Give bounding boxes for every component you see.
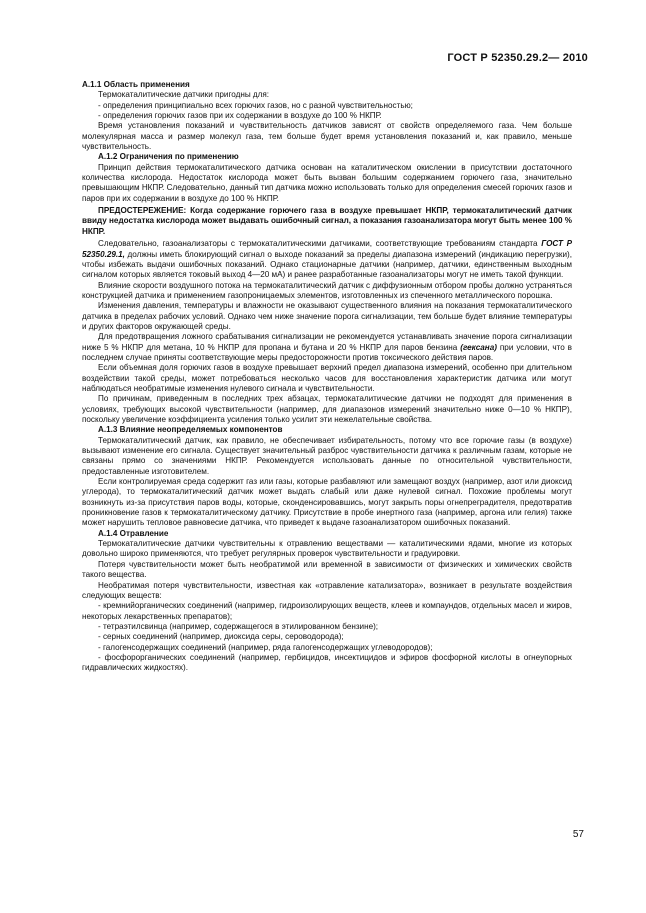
paragraph: Принцип действия термокаталитического датчика основан на каталитическом окислении в присутствии достаточного количества кислорода. Недостаток кислорода может быть вызван большим содержанием горючего газа, значительно превышающим НКПР. Следовательно, данный тип датчика можно использовать только для определения смесей горючих газов и паров при их содержании в воздухе до 100 % НКПР. bbox=[82, 162, 572, 203]
section-heading-a13: А.1.3 Влияние неопределяемых компонентов bbox=[98, 425, 283, 435]
page-number: 57 bbox=[572, 829, 584, 840]
list-item: - фосфорорганических соединений (например, гербицидов, инсектицидов и эфиров фосфорной кислоты в огнеупорных гидравлических жидкостях). bbox=[82, 652, 572, 673]
paragraph: Изменения давления, температуры и влажности не оказывают существенного влияния на показания термокаталитического датчика в пределах рабочих условий. Однако чем ниже значение порога сигнализации, тем больше будет влияние температуры и других факторов окружающей среды. bbox=[82, 301, 572, 331]
section-heading-a11: А.1.1 Область применения bbox=[82, 80, 190, 89]
paragraph: Потеря чувствительности может быть необратимой или временной в зависимости от физических и химических свойств такого вещества. bbox=[82, 559, 572, 580]
section-heading-a12: А.1.2 Ограничения по применению bbox=[98, 152, 239, 162]
section-heading-a14: А.1.4 Отравление bbox=[98, 528, 169, 538]
warning-paragraph: ПРЕДОСТЕРЕЖЕНИЕ: Когда содержание горючего газа в воздухе превышает НКПР, термокаталитический датчик ввиду недостатка кислорода может выдавать ошибочный сигнал, а показания газоанализатора могут быть менее 100 % НКПР. bbox=[82, 206, 572, 236]
paragraph: Необратимая потеря чувствительности, известная как «отравление катализатора», возникает в результате воздействия следующих веществ: bbox=[82, 580, 572, 600]
paragraph: Термокаталитические датчики чувствительны к отравлению веществами — каталитическими ядами, многие из которых довольно широко применяются, что требует регулярных проверок чувствительности и градуировки. bbox=[82, 539, 572, 559]
emphasis-text: (гексана) bbox=[460, 342, 497, 352]
list-item: - серных соединений (например, диоксида серы, сероводорода); bbox=[98, 632, 344, 642]
paragraph: Время установления показаний и чувствительность датчиков зависят от свойств определяемого газа. Чем больше молекулярная масса и размер молекул газа, тем больше будет время установления показаний и, как правило, меньше чувствительность. bbox=[82, 121, 572, 152]
paragraph: Термокаталитический датчик, как правило, не обеспечивает избирательность, потому что все горючие газы (в воздухе) вызывают изменение его сигнала. Существует значительный разброс чувствительности датчика к различным газам, которые не связаны прямо со значениями НКПР. Рекомендуется использовать данные по относительной чувствительности, предоставленные изготовителем. bbox=[82, 435, 572, 476]
list-item: - кремнийорганических соединений (например, гидроизолирующих веществ, клеев и компаундов, отдельных масел и жиров, некоторых лекарственных препаратов); bbox=[82, 601, 572, 621]
list-item: - определения принципиально всех горючих газов, но с разной чувствительностью; bbox=[98, 100, 413, 110]
paragraph-text: Следовательно, газоанализаторы с термокаталитическими датчиками, соответствующие требованиям стандарта bbox=[98, 239, 542, 249]
list-item: - тетраэтилсвинца (например, содержащегося в этилированном бензине); bbox=[98, 621, 379, 631]
paragraph bbox=[82, 332, 572, 363]
paragraph: Если объемная доля горючих газов в воздухе превышает верхний предел диапазона измерений, особенно при длительном воздействии такой среды, может потребоваться несколько часов для восстановления характеристик датчика или могут наблюдаться необратимые изменения нулевого сигнала и чувствительности. bbox=[82, 363, 572, 393]
paragraph-text: при условии, что в последнем случае приняты соответствующие меры предосторожности против токсического действия паров. bbox=[82, 342, 572, 362]
paragraph-text: Для предотвращения ложного срабатывания сигнализации не рекомендуется устанавливать значение порога сигнализации ниже 5 % НКПР для метана, 10 % НКПР для пропана и бутана и 20 % НКПР для паров бензина bbox=[82, 332, 572, 352]
list-item: - галогенсодержащих соединений (например, ряда галогенсодержащих углеводородов); bbox=[98, 642, 433, 652]
paragraph: Термокаталитические датчики пригодны для: bbox=[98, 90, 270, 100]
paragraph: По причинам, приведенным в последних трех абзацах, термокаталитические датчики не подходят для применения в условиях, требующих высокой чувствительности (например, для диапазонов измерений значительно ниже 0—10 % НКПР), поскольку увеличение коэффициента усиления только усилит эти нежелательные свойства. bbox=[82, 394, 572, 424]
paragraph: Если контролируемая среда содержит газ или газы, которые разбавляют или замещают воздух (например, азот или диоксид углерода), то термокаталитический датчик может выдать слабый или даже нулевой сигнал. Похожие проблемы могут возникнуть из-за присутствия паров воды, которые, сконденсировавшись, могут закрыть поры огнепреградителя, предотвратив проникновение газов к термокаталитическому датчику. Присутствие в пробе инертного газа (например, аргона или гелия) также может нарушить тепловое равновесие датчика, что приведет к выдаче газоанализатором ошибочных показаний. bbox=[82, 477, 572, 528]
paragraph: Влияние скорости воздушного потока на термокаталитический датчик с диффузионным отбором пробы должно устраняться конструкцией датчика и применением газопроницаемых элементов, изготовленных из спеченного металлического порошка. bbox=[82, 280, 572, 300]
list-item: - определения горючих газов при их содержании в воздухе до 100 % НКПР. bbox=[98, 111, 382, 121]
paragraph-text: должны иметь блокирующий сигнал о выходе показаний за пределы диапазона измерений (индикацию перегрузки), чтобы избежать выдачи ошибочных показаний. Однако стационарные датчики (например, датчики, единственным выходным сигналом которых является токовый выход 4—20 мА) и ранее разработанные газоанализаторы могут не иметь такой функции. bbox=[82, 249, 572, 280]
paragraph bbox=[82, 239, 572, 280]
page-header: ГОСТ Р 52350.29.2— 2010 bbox=[447, 52, 588, 64]
document-body bbox=[82, 80, 572, 674]
standard-reference: ГОСТ Р 52350.29.1, bbox=[82, 239, 572, 259]
